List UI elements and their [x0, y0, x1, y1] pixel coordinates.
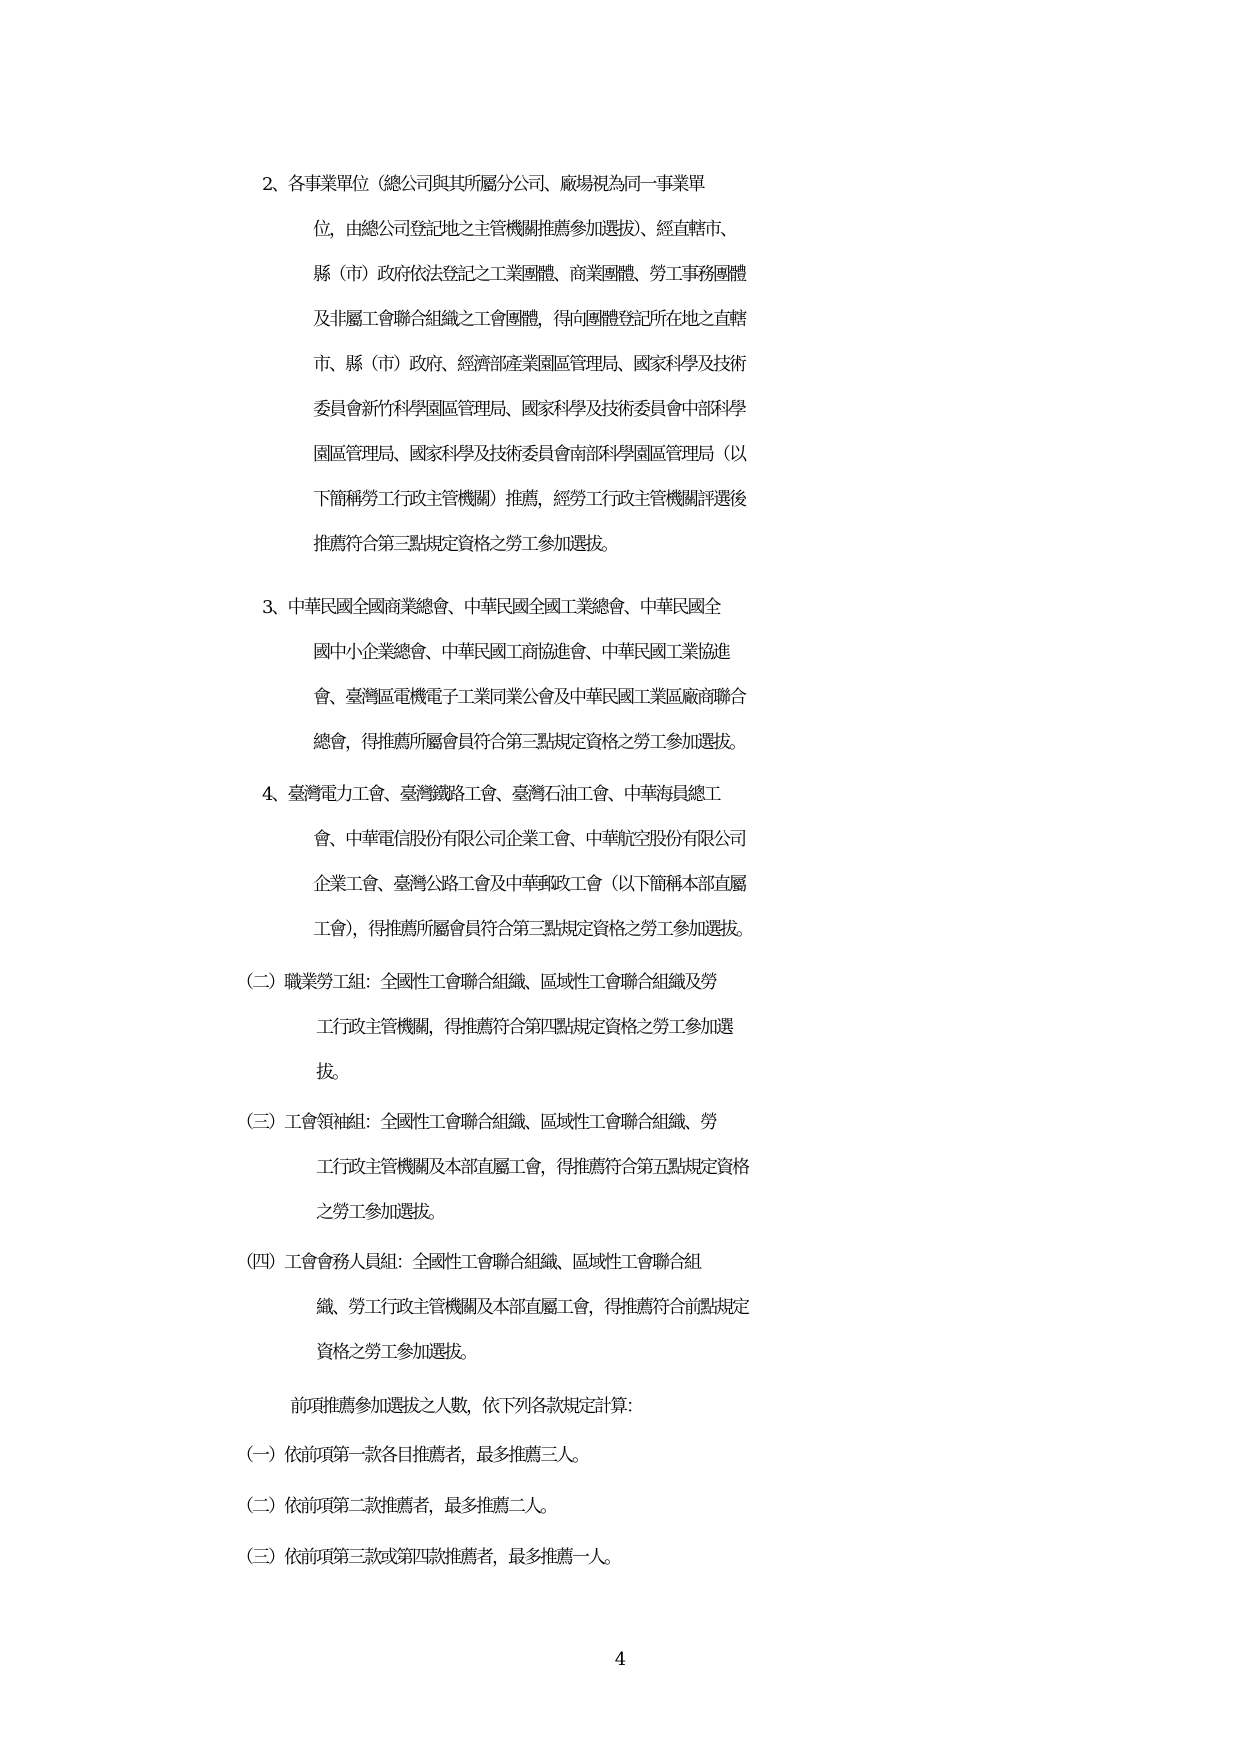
text-line: 工行政主管機關，得推薦符合第四點規定資格之勞工參加選 [316, 1017, 732, 1038]
quota-intro-paragraph [0, 1384, 1241, 1429]
text-line: 會、中華電信股份有限公司企業工會、中華航空股份有限公司 [313, 829, 745, 850]
text-line: （一）依前項第一款各目推薦者，最多推薦三人。 [236, 1445, 588, 1466]
text-line: 工會），得推薦所屬會員符合第三點規定資格之勞工參加選拔。 [313, 919, 752, 940]
text-line: 位，由總公司登記地之主管機關推薦參加選拔）、經直轄市、 [313, 219, 736, 240]
text-line: 織、勞工行政主管機關及本部直屬工會，得推薦符合前點規定 [316, 1297, 748, 1318]
text-line: （二）依前項第二款推薦者，最多推薦二人。 [236, 1496, 556, 1517]
quota-rule-3 [0, 1535, 1241, 1580]
text-line: 3、中華民國全國商業總會、中華民國全國工業總會、中華民國全 [262, 597, 720, 618]
text-line: 市、縣（市）政府、經濟部產業園區管理局、國家科學及技術 [313, 354, 745, 375]
text-line: 工行政主管機關及本部直屬工會，得推薦符合第五點規定資格 [316, 1157, 748, 1178]
text-line: 委員會新竹科學園區管理局、國家科學及技術委員會中部科學 [313, 399, 745, 420]
text-line: 下簡稱勞工行政主管機關）推薦，經勞工行政主管機關評選後 [313, 489, 745, 510]
text-line: 前項推薦參加選拔之人數，依下列各款規定計算： [290, 1396, 642, 1417]
text-line: （二）職業勞工組：全國性工會聯合組織、區域性工會聯合組織及勞 [236, 972, 716, 993]
text-line: （三）工會領袖組：全國性工會聯合組織、區域性工會聯合組織、勞 [236, 1112, 716, 1133]
section-4-union-staff-group [0, 1240, 1241, 1375]
text-line: 2、各事業單位（總公司與其所屬分公司、廠場視為同一事業單 [262, 174, 704, 195]
item-3-paragraph [0, 585, 1241, 765]
text-line: 推薦符合第三點規定資格之勞工參加選拔。 [313, 534, 617, 555]
text-line: 總會，得推薦所屬會員符合第三點規定資格之勞工參加選拔。 [313, 732, 745, 753]
quota-rule-1 [0, 1433, 1241, 1478]
text-line: 資格之勞工參加選拔。 [316, 1342, 476, 1363]
text-line: 縣（市）政府依法登記之工業團體、商業團體、勞工事務團體 [313, 264, 745, 285]
text-line: 國中小企業總會、中華民國工商協進會、中華民國工業協進 [313, 642, 729, 663]
text-line: 之勞工參加選拔。 [316, 1202, 444, 1223]
text-line: 4、臺灣電力工會、臺灣鐵路工會、臺灣石油工會、中華海員總工 [262, 784, 720, 805]
text-line: 園區管理局、國家科學及技術委員會南部科學園區管理局（以 [313, 444, 745, 465]
item-2-paragraph [0, 162, 1241, 567]
text-line: （三）依前項第三款或第四款推薦者，最多推薦一人。 [236, 1547, 620, 1568]
section-3-union-leader-group [0, 1100, 1241, 1235]
section-2-occupational-group [0, 960, 1241, 1095]
text-line: 拔。 [316, 1062, 348, 1083]
item-4-paragraph [0, 772, 1241, 952]
quota-rule-2 [0, 1484, 1241, 1529]
text-line: （四）工會會務人員組：全國性工會聯合組織、區域性工會聯合組 [236, 1252, 700, 1273]
page-number: 4 [614, 1649, 627, 1670]
text-line: 及非屬工會聯合組織之工會團體，得向團體登記所在地之直轄 [313, 309, 745, 330]
text-line: 企業工會、臺灣公路工會及中華郵政工會（以下簡稱本部直屬 [313, 874, 745, 895]
text-line: 會、臺灣區電機電子工業同業公會及中華民國工業區廠商聯合 [313, 687, 745, 708]
